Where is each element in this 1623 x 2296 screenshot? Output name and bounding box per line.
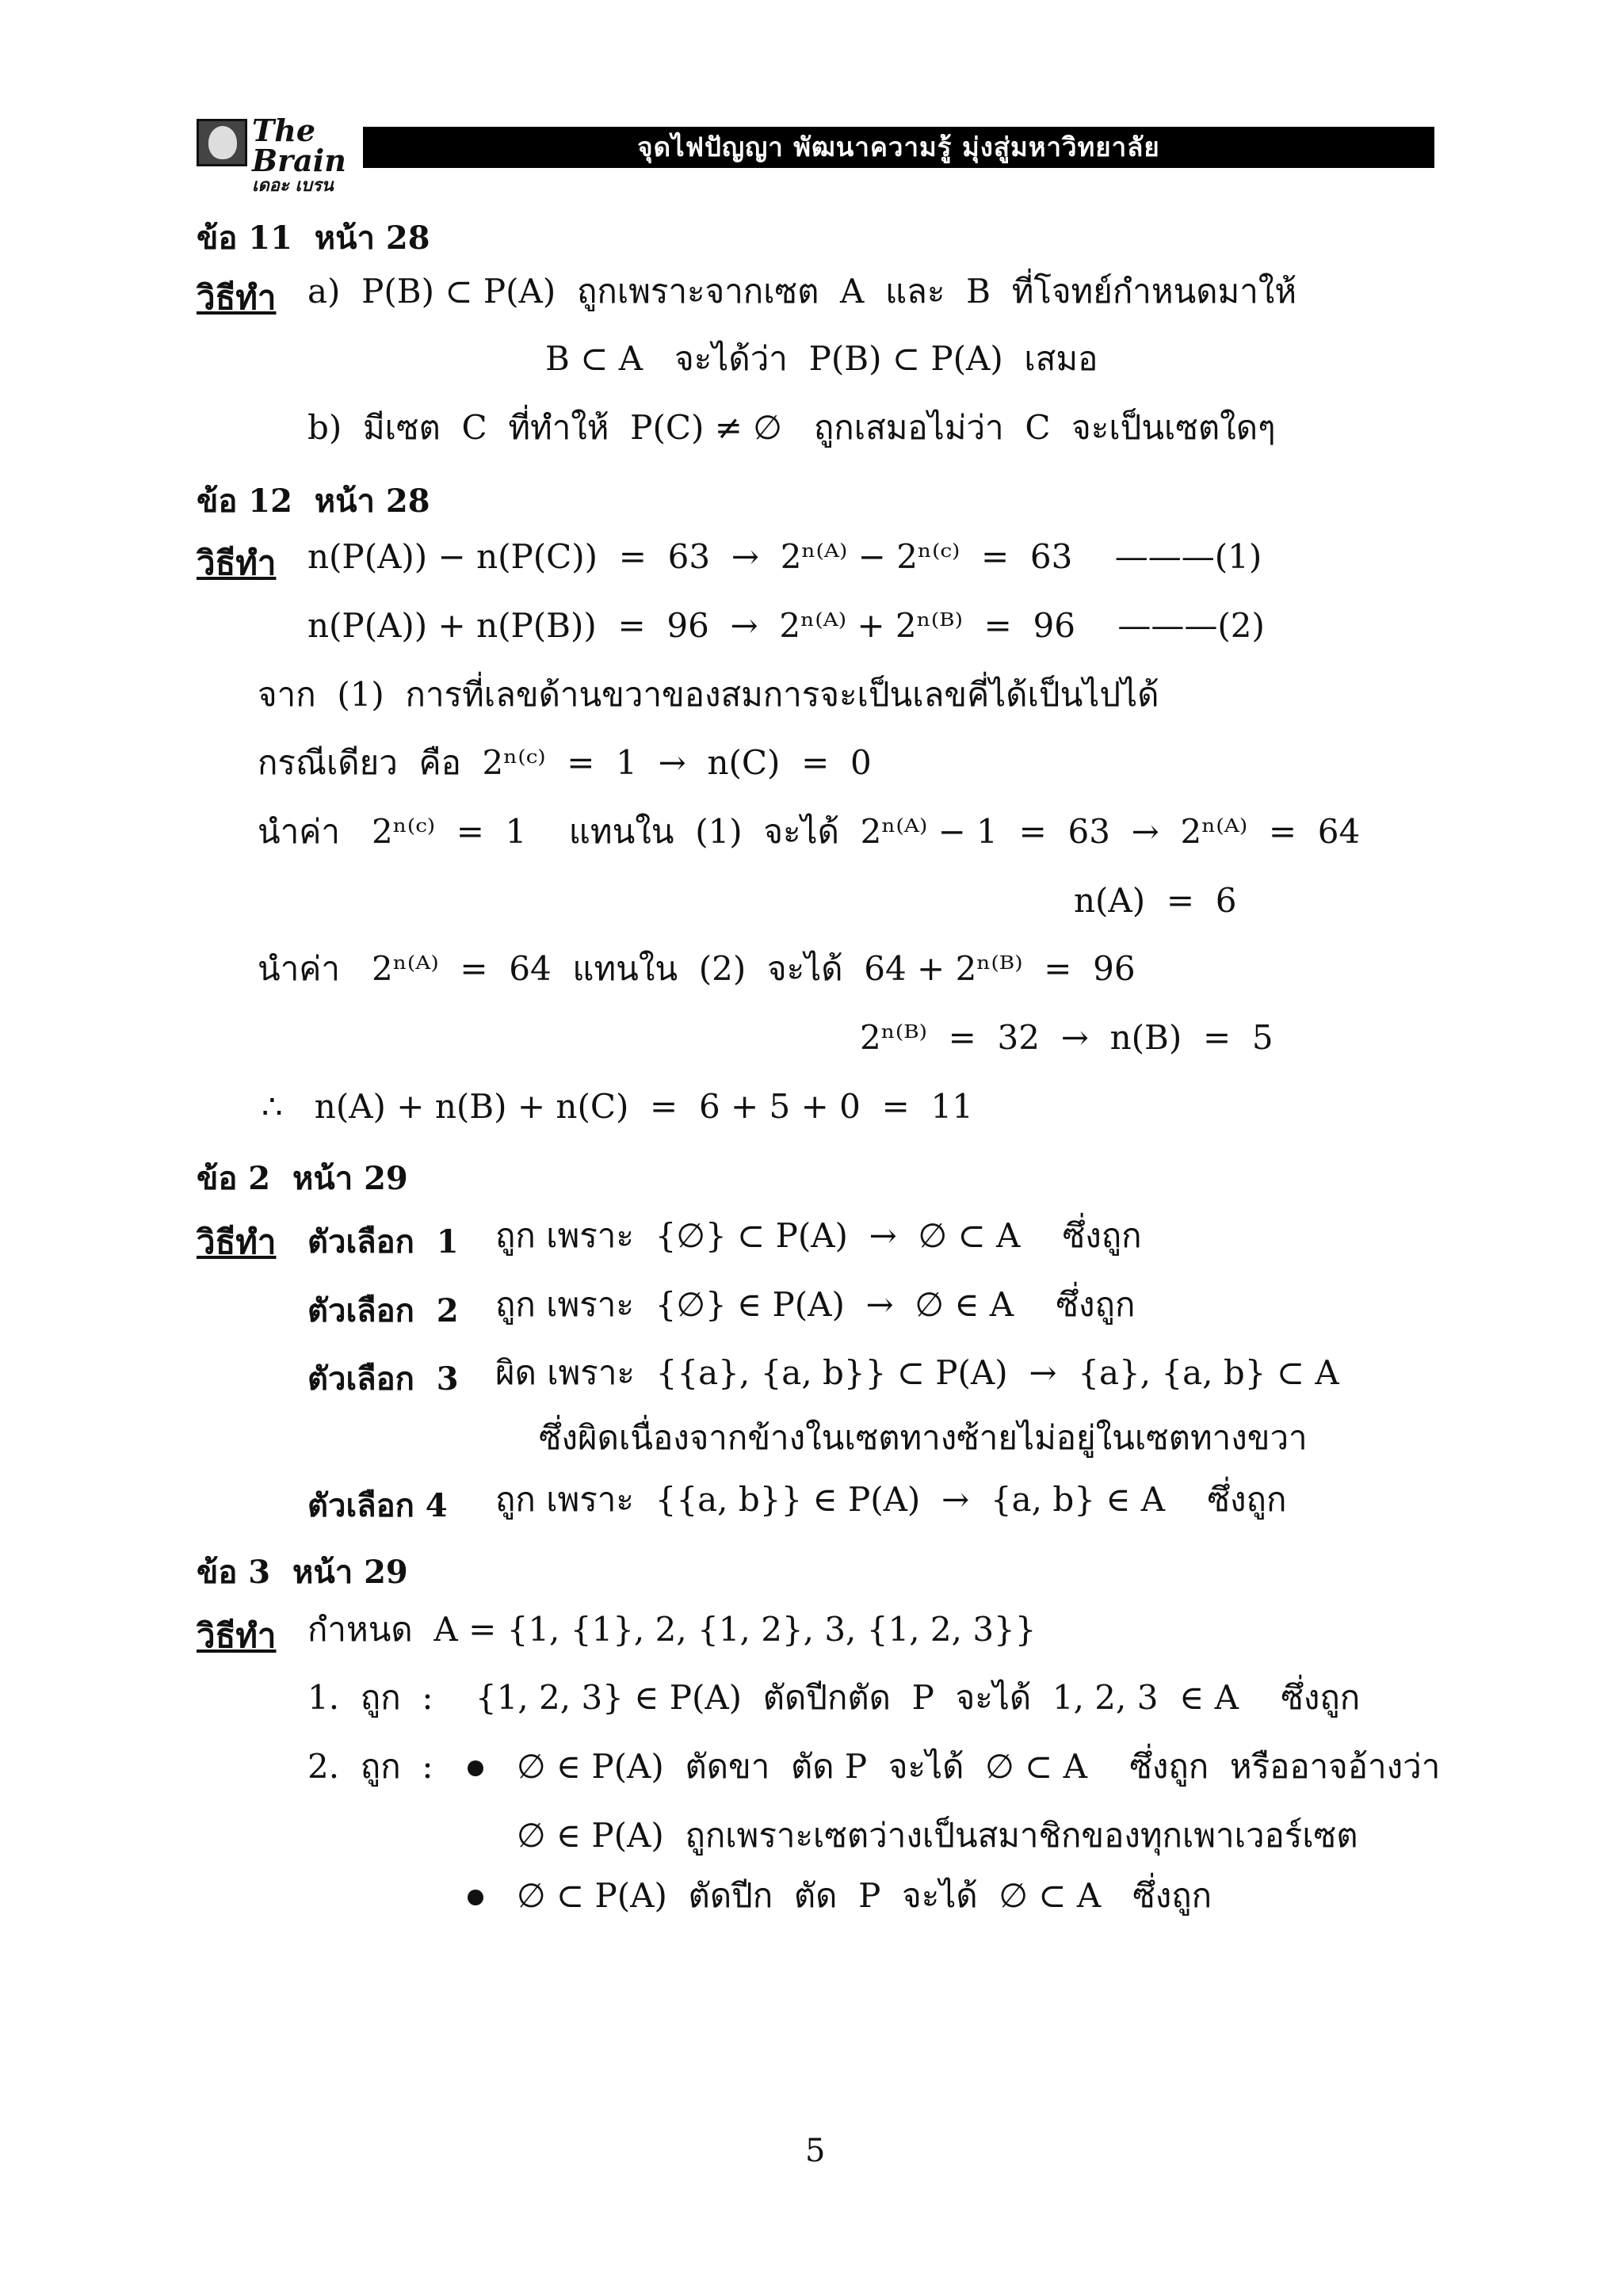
q11-b: b) มีเซต C ที่ทำให้ P(C) ≠ ∅ ถูกเสมอไม่ว่า C จะเป็นเซตใดๆ: [307, 408, 1276, 447]
q12-eq1: n(P(A)) − n(P(C)) = 63 → 2ⁿ⁽ᴬ⁾ − 2ⁿ⁽ᶜ⁾ = 63 ———(1): [307, 537, 1262, 576]
page-number: 5: [805, 2133, 826, 2169]
q12-method-label: วิธีทำ: [197, 543, 277, 582]
brand-line2: เดอะ เบรน: [252, 176, 334, 196]
q2-option4-label: ตัวเลือก 4: [307, 1487, 448, 1524]
q3-line3-text: ∅ ∈ P(A) ตัดขา ตัด P จะได้ ∅ ⊂ A ซึ่งถูก หรืออาจอ้างว่า: [517, 1747, 1441, 1786]
brand-line1: The Brain: [252, 113, 346, 178]
q2-method-label: วิธีทำ: [197, 1222, 277, 1261]
q12-line5: นำค่า 2ⁿ⁽ᶜ⁾ = 1 แทนใน (1) จะได้ 2ⁿ⁽ᴬ⁾ − 1 = 63 → 2ⁿ⁽ᴬ⁾ = 64: [258, 812, 1361, 851]
q11-heading: ข้อ 11 หน้า 28: [197, 219, 430, 257]
q3-line5: ∅ ⊂ P(A) ตัดปีก ตัด P จะได้ ∅ ⊂ A ซึ่งถูก: [517, 1876, 1212, 1915]
q12-line6: n(A) = 6: [1074, 881, 1237, 920]
q3-line1: กำหนด A = {1, {1}, 2, {1, 2}, 3, {1, 2, 3}}: [307, 1610, 1037, 1649]
q11-method-label: วิธีทำ: [197, 278, 277, 317]
q12-heading: ข้อ 12 หน้า 28: [197, 482, 430, 520]
brand-name: [252, 113, 359, 196]
bullet-icon: [468, 1890, 483, 1905]
q3-line3-label: 2. ถูก :: [307, 1747, 433, 1786]
q2-option3-text: ผิด เพราะ {{a}, {a, b}} ⊂ P(A) → {a}, {a, b} ⊂ A: [495, 1353, 1339, 1392]
portrait-icon: [208, 126, 237, 159]
q3-heading: ข้อ 3 หน้า 29: [197, 1554, 408, 1591]
q2-heading: ข้อ 2 หน้า 29: [197, 1160, 408, 1197]
q12-line4: กรณีเดียว คือ 2ⁿ⁽ᶜ⁾ = 1 → n(C) = 0: [258, 743, 872, 782]
q2-option1-label: ตัวเลือก 1: [307, 1223, 459, 1261]
q3-line4: ∅ ∈ P(A) ถูกเพราะเซตว่างเป็นสมาชิกของทุกเพาเวอร์เซต: [517, 1816, 1358, 1855]
q12-conclusion: ∴ n(A) + n(B) + n(C) = 6 + 5 + 0 = 11: [262, 1087, 973, 1126]
q2-option2-label: ตัวเลือก 2: [307, 1292, 459, 1329]
q2-option3-label: ตัวเลือก 3: [307, 1360, 459, 1398]
q2-option1-text: ถูก เพราะ {∅} ⊂ P(A) → ∅ ⊂ A ซึ่งถูก: [495, 1216, 1142, 1255]
q11-a: a) P(B) ⊂ P(A) ถูกเพราะจากเซต A และ B ที่โจทย์กำหนดมาให้: [307, 272, 1297, 311]
header-banner: จุดไฟปัญญา พัฒนาความรู้ มุ่งสู่มหาวิทยาลัย: [363, 127, 1434, 168]
q3-method-label: วิธีทำ: [197, 1616, 277, 1655]
q12-line3: จาก (1) การที่เลขด้านขวาของสมการจะเป็นเลขคี่ได้เป็นไปได้: [258, 675, 1159, 714]
q3-line2: 1. ถูก : {1, 2, 3} ∈ P(A) ตัดปีกตัด P จะได้ 1, 2, 3 ∈ A ซึ่งถูก: [307, 1678, 1361, 1717]
q12-line8: 2ⁿ⁽ᴮ⁾ = 32 → n(B) = 5: [860, 1018, 1274, 1057]
q12-eq2: n(P(A)) + n(P(B)) = 96 → 2ⁿ⁽ᴬ⁾ + 2ⁿ⁽ᴮ⁾ = 96 ———(2): [307, 606, 1265, 645]
q12-line7: นำค่า 2ⁿ⁽ᴬ⁾ = 64 แทนใน (2) จะได้ 64 + 2ⁿ⁽ᴮ⁾ = 96: [258, 949, 1136, 988]
q2-option3-text2: ซึ่งผิดเนื่องจากข้างในเซตทางซ้ายไม่อยู่ในเซตทางขวา: [539, 1418, 1308, 1457]
q2-option4-text: ถูก เพราะ {{a, b}} ∈ P(A) → {a, b} ∈ A ซึ่งถูก: [495, 1480, 1287, 1519]
brand-logo: [197, 119, 247, 166]
q2-option2-text: ถูก เพราะ {∅} ∈ P(A) → ∅ ∈ A ซึ่งถูก: [495, 1285, 1136, 1324]
bullet-icon: [468, 1760, 483, 1776]
q11-a2: B ⊂ A จะได้ว่า P(B) ⊂ P(A) เสมอ: [545, 339, 1098, 378]
